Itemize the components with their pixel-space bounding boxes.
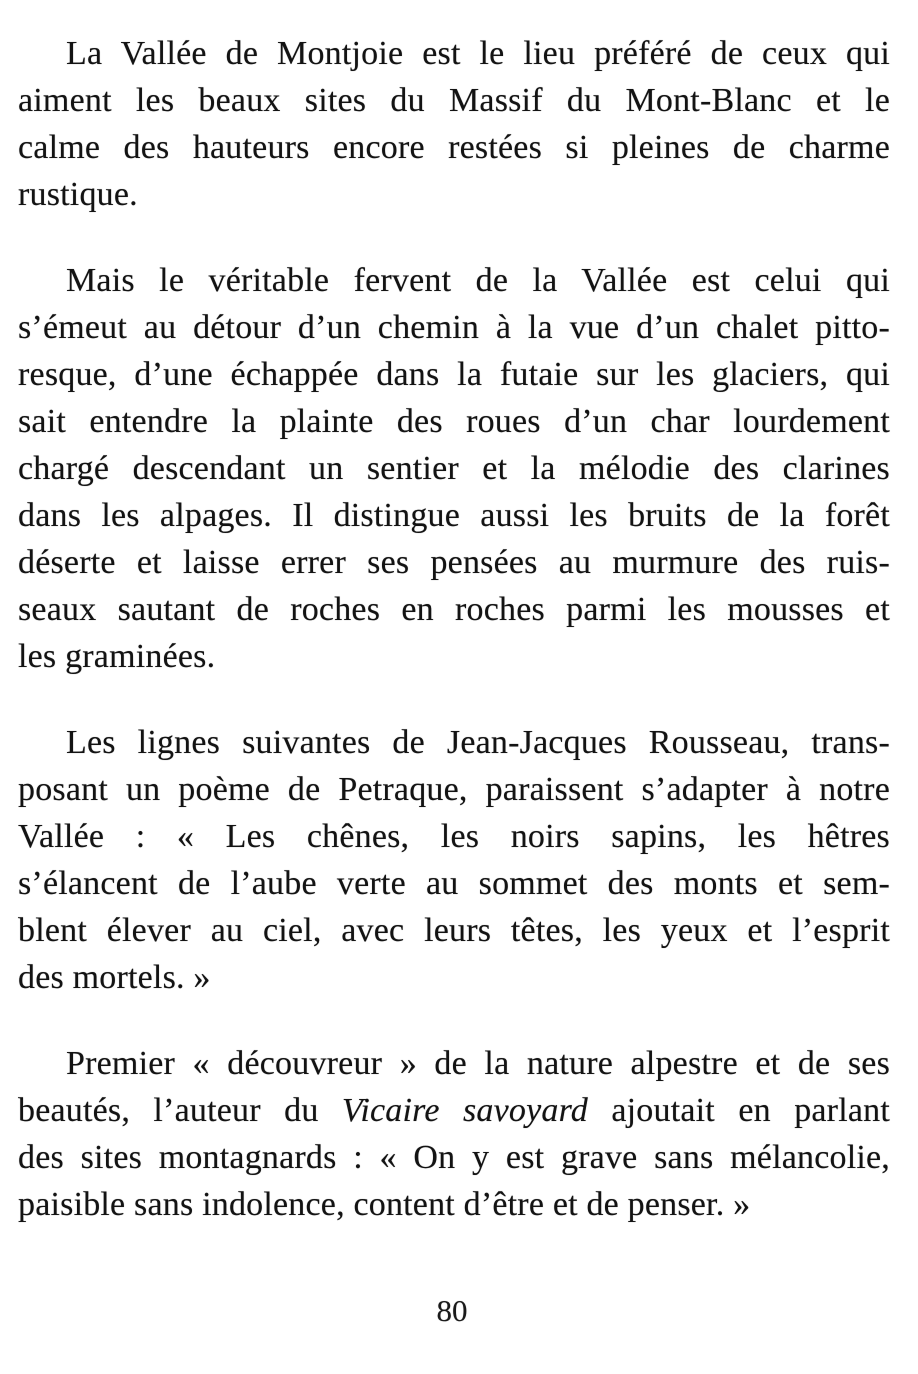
text-line: Premier « découvreur » de la nature alpestre et de ses bbox=[66, 1045, 890, 1082]
text-line: sait entendre la plainte des roues d’un char lourdement bbox=[18, 403, 890, 440]
text-line: Mais le véritable fervent de la Vallée est celui qui bbox=[66, 262, 890, 299]
text-line: calme des hauteurs encore restées si pleines de charme bbox=[18, 129, 890, 166]
text-line: blent élever au ciel, avec leurs têtes, les yeux et l’esprit bbox=[18, 912, 890, 949]
text-line: des mortels. » bbox=[18, 959, 211, 996]
text-line: paisible sans indolence, content d’être et de penser. » bbox=[18, 1186, 751, 1223]
text-line: posant un poème de Petraque, paraissent s’adapter à notre bbox=[18, 771, 890, 808]
text-line: dans les alpages. Il distingue aussi les bruits de la forêt bbox=[18, 497, 890, 534]
text-line: La Vallée de Montjoie est le lieu préféré de ceux qui bbox=[66, 35, 890, 72]
text-line: rustique. bbox=[18, 176, 138, 213]
text-line: aiment les beaux sites du Massif du Mont-Blanc et le bbox=[18, 82, 890, 119]
text-line: déserte et laisse errer ses pensées au murmure des ruis- bbox=[18, 544, 890, 581]
paragraph bbox=[18, 30, 890, 218]
text-line: des sites montagnards : « On y est grave sans mélancolie, bbox=[18, 1139, 890, 1176]
paragraph bbox=[18, 719, 890, 1001]
page-number: 80 bbox=[436, 1293, 468, 1328]
text-line: resque, d’une échappée dans la futaie sur les glaciers, qui bbox=[18, 356, 890, 393]
text-line: chargé descendant un sentier et la mélodie des clarines bbox=[18, 450, 890, 487]
text-line: seaux sautant de roches en roches parmi les mousses et bbox=[18, 591, 890, 628]
text-line: beautés, l’auteur du Vicaire savoyard ajoutait en parlant bbox=[18, 1092, 890, 1129]
text-line: s’émeut au détour d’un chemin à la vue d’un chalet pitto- bbox=[18, 309, 890, 346]
text-line: les graminées. bbox=[18, 638, 216, 675]
page-footer bbox=[0, 1293, 904, 1329]
paragraph bbox=[18, 257, 890, 680]
paragraph bbox=[18, 1040, 890, 1228]
text-line: s’élancent de l’aube verte au sommet des monts et sem- bbox=[18, 865, 890, 902]
text-line: Les lignes suivantes de Jean-Jacques Rousseau, trans- bbox=[66, 724, 890, 761]
text-line: Vallée : « Les chênes, les noirs sapins, les hêtres bbox=[18, 818, 890, 855]
text-block bbox=[18, 30, 890, 1228]
